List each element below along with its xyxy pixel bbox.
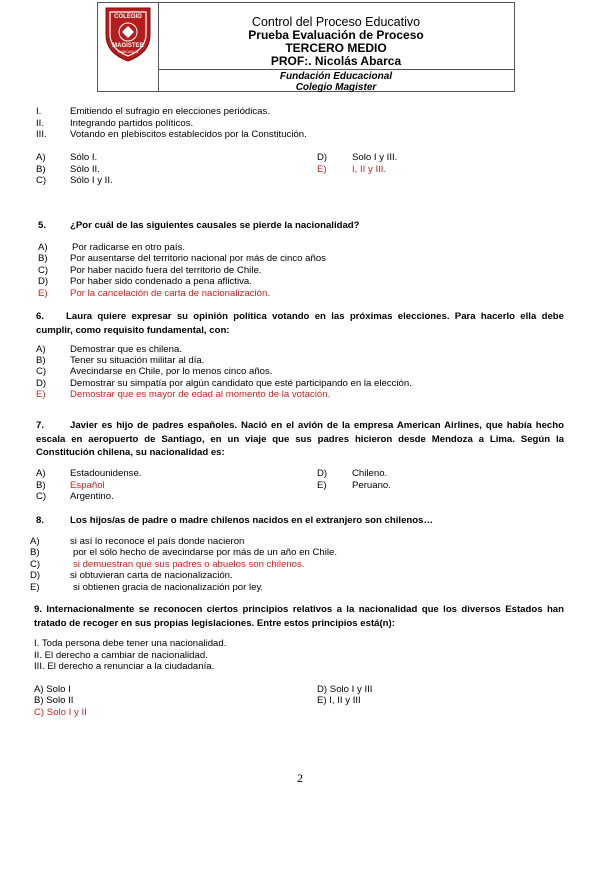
school-crest-logo xyxy=(102,5,154,63)
statement-row: II. El derecho a cambiar de nacionalidad. xyxy=(34,650,208,661)
header-subtitle-block xyxy=(158,69,514,91)
option-row: D) Solo I y III xyxy=(317,684,373,695)
option-row: A) Solo I xyxy=(34,684,71,695)
header-line-3: TERCERO MEDIO xyxy=(285,41,387,55)
document-header xyxy=(97,2,515,92)
question-6: 6. Laura quiere expresar su opinión política votando en las próximas elecciones. Para hacerlo ella debe cumplir, como requisito fundamental, con: xyxy=(36,311,564,336)
question-9: 9. Internacionalmente se reconocen ciertos principios relativos a la nacionalidad que los diversos Estados han tratado de recoger en sus propias legislaciones. Entre estos principios está(n): xyxy=(34,604,564,629)
logo-cell xyxy=(98,3,159,91)
page-number: 2 xyxy=(297,771,303,785)
option-row-correct: C) Solo I y II xyxy=(34,707,87,718)
option-row: B) Solo II xyxy=(34,695,74,706)
header-line-4: PROF:. Nicolás Abarca xyxy=(270,54,402,68)
svg-text:RANCAGUA: RANCAGUA xyxy=(117,50,139,54)
header-line-2: Prueba Evaluación de Proceso xyxy=(248,28,424,42)
statement-row: I. Toda persona debe tener una nacionalidad. xyxy=(34,638,227,649)
svg-text:COLEGIO: COLEGIO xyxy=(114,14,142,20)
header-sub-2: Colegio Magister xyxy=(295,82,377,93)
statement-row: III. El derecho a renunciar a la ciudadanía. xyxy=(34,661,215,672)
svg-text:MAGISTER: MAGISTER xyxy=(112,43,144,49)
header-sub-1: Fundación Educacional xyxy=(279,71,393,82)
header-line-1: Control del Proceso Educativo xyxy=(251,15,421,29)
option-row: E) I, II y III xyxy=(317,695,361,706)
header-title-block xyxy=(158,3,514,69)
question-7: 7. Javier es hijo de padres españoles. Nació en el avión de la empresa American Airlines, que había hecho escala en aeropuerto de Santiago, en un viaje que sus padres hicieron desde Mendoza a Lima. Según la Constitución chilena, su nacionalidad es: xyxy=(36,420,564,458)
